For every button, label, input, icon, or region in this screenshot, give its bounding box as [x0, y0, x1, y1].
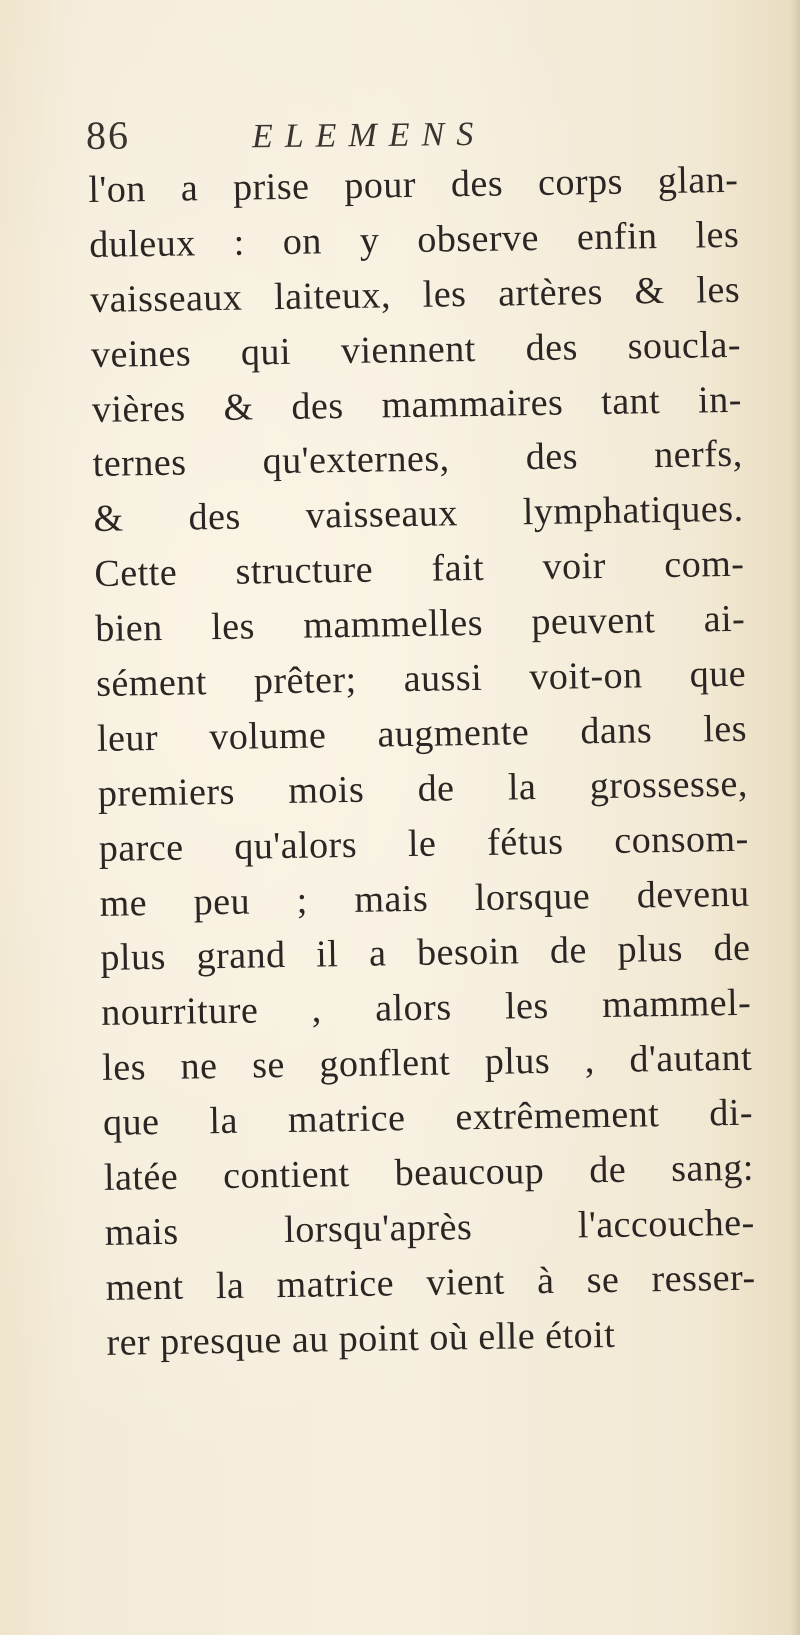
text-line: me peu ; mais lorsque devenu — [99, 872, 750, 925]
text-line: mais lorsqu'après l'accouche- — [104, 1201, 756, 1254]
text-line: les ne se gonflent plus , d'autant — [101, 1036, 753, 1090]
running-head: ELEMENS — [251, 115, 486, 156]
text-line: nourriture , alors les mammel- — [101, 982, 752, 1035]
text-line: que la matrice extrêmement di- — [102, 1091, 754, 1145]
text-line: ment la matrice vient à se resser- — [105, 1256, 756, 1309]
text-line: parce qu'alors le fétus consom- — [98, 817, 750, 870]
page-number: 86 — [85, 112, 131, 158]
body-text — [88, 153, 757, 1371]
text-line: vières & des mammaires tant in- — [91, 378, 743, 431]
text-line: rer presque au point où elle étoit — [106, 1313, 616, 1364]
text-line: premiers mois de la grossesse, — [97, 762, 749, 815]
text-line: l'on a prise pour des corps glan- — [88, 158, 739, 211]
text-line: latée contient beaucoup de sang: — [103, 1146, 755, 1199]
text-line: bien les mammelles peuvent ai- — [94, 597, 746, 651]
text-line: plus grand il a besoin de plus de — [100, 927, 751, 980]
page-header — [86, 108, 486, 162]
text-line: sément prêter; aussi voit-on que — [95, 652, 747, 705]
text-line: Cette structure fait voir com- — [94, 542, 745, 596]
text-line: duleux : on y observe enfin les — [88, 213, 740, 266]
text-line: ternes qu'externes, des nerfs, — [92, 433, 743, 486]
text-line: leur volume augmente dans les — [96, 707, 748, 760]
text-line: vaisseaux laiteux, les artères & les — [89, 268, 741, 321]
text-line: veines qui viennent des soucla- — [90, 323, 742, 376]
page-edge-shadow — [790, 0, 800, 1635]
text-line: & des vaisseaux lymphatiques. — [93, 488, 744, 541]
